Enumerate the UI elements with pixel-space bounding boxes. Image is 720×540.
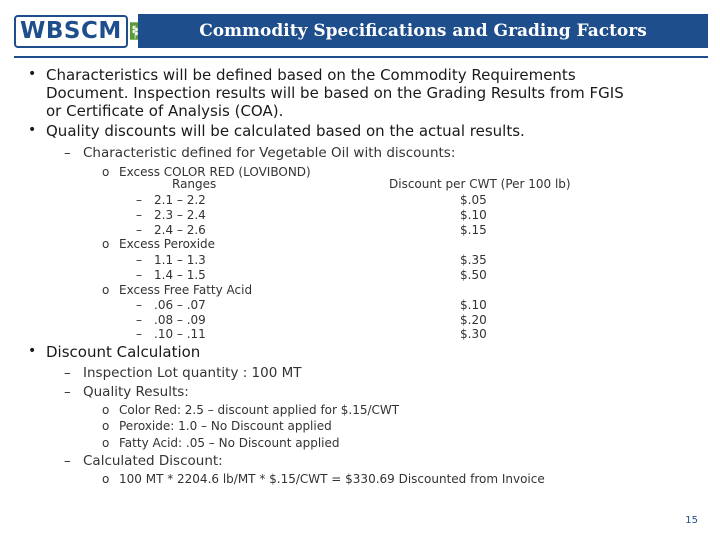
bullet-characteristics-line1: Characteristics will be defined based on the Commodity Requirements xyxy=(46,66,576,84)
ffa-discount-2: $.20 xyxy=(460,313,487,327)
bullet-glyph: • xyxy=(28,343,37,359)
calculated-discount-heading: Calculated Discount: xyxy=(83,453,223,469)
bullet-quality-discounts: Quality discounts will be calculated based on the actual results. xyxy=(46,122,525,140)
peroxide-discount-2: $.50 xyxy=(460,268,487,282)
quality-results-heading: Quality Results: xyxy=(83,384,189,400)
ranges-header: Ranges xyxy=(172,177,217,191)
ffa-range-1: .06 – .07 xyxy=(154,298,206,312)
discount-header: Discount per CWT (Per 100 lb) xyxy=(389,177,571,191)
dash-glyph: – xyxy=(136,193,142,207)
color-red-label: Excess COLOR RED (LOVIBOND) xyxy=(119,165,311,179)
peroxide-discount-1: $.35 xyxy=(460,253,487,267)
page-title: Commodity Specifications and Grading Factors xyxy=(138,14,708,48)
dash-glyph: – xyxy=(136,313,142,327)
circle-glyph: o xyxy=(102,165,110,179)
bullet-glyph: • xyxy=(28,122,37,138)
bullet-characteristics-line3: or Certificate of Analysis (COA). xyxy=(46,102,284,120)
dash-glyph: – xyxy=(64,453,71,469)
dash-glyph: – xyxy=(136,223,142,237)
ffa-discount-3: $.30 xyxy=(460,327,487,341)
ffa-range-3: .10 – .11 xyxy=(154,327,206,341)
dash-glyph: – xyxy=(136,327,142,341)
peroxide-label: Excess Peroxide xyxy=(119,237,216,251)
color-range-3: 2.4 – 2.6 xyxy=(154,223,206,237)
calculation-line: 100 MT * 2204.6 lb/MT * $.15/CWT = $330.69 Discounted from Invoice xyxy=(119,472,545,486)
peroxide-range-2: 1.4 – 1.5 xyxy=(154,268,206,282)
bullet-glyph: • xyxy=(28,66,37,82)
inspection-lot: Inspection Lot quantity : 100 MT xyxy=(83,365,302,381)
page-number: 15 xyxy=(685,515,698,526)
dash-glyph: – xyxy=(136,298,142,312)
circle-glyph: o xyxy=(102,237,110,251)
color-range-1: 2.1 – 2.2 xyxy=(154,193,206,207)
bullet-characteristics-line2: Document. Inspection results will be based on the Grading Results from FGIS xyxy=(46,84,624,102)
ffa-range-2: .08 – .09 xyxy=(154,313,206,327)
dash-glyph: – xyxy=(64,365,71,381)
circle-glyph: o xyxy=(102,436,110,450)
result-color-red: Color Red: 2.5 – discount applied for $.15/CWT xyxy=(119,403,400,417)
color-discount-3: $.15 xyxy=(460,223,487,237)
discount-calculation-heading: Discount Calculation xyxy=(46,343,201,361)
circle-glyph: o xyxy=(102,472,110,486)
vegetable-oil-heading: Characteristic defined for Vegetable Oil with discounts: xyxy=(83,145,456,161)
peroxide-range-1: 1.1 – 1.3 xyxy=(154,253,206,267)
logo-text: WBSCM xyxy=(14,15,128,48)
color-discount-1: $.05 xyxy=(460,193,487,207)
dash-glyph: – xyxy=(136,253,142,267)
header-divider xyxy=(14,56,708,58)
color-discount-2: $.10 xyxy=(460,208,487,222)
dash-glyph: – xyxy=(136,208,142,222)
wbscm-logo xyxy=(14,12,140,50)
dash-glyph: – xyxy=(136,268,142,282)
result-peroxide: Peroxide: 1.0 – No Discount applied xyxy=(119,419,332,433)
ffa-discount-1: $.10 xyxy=(460,298,487,312)
circle-glyph: o xyxy=(102,419,110,433)
color-range-2: 2.3 – 2.4 xyxy=(154,208,206,222)
dash-glyph: – xyxy=(64,384,71,400)
result-fatty-acid: Fatty Acid: .05 – No Discount applied xyxy=(119,436,340,450)
ffa-label: Excess Free Fatty Acid xyxy=(119,283,253,297)
dash-glyph: – xyxy=(64,145,71,161)
circle-glyph: o xyxy=(102,283,110,297)
circle-glyph: o xyxy=(102,403,110,417)
